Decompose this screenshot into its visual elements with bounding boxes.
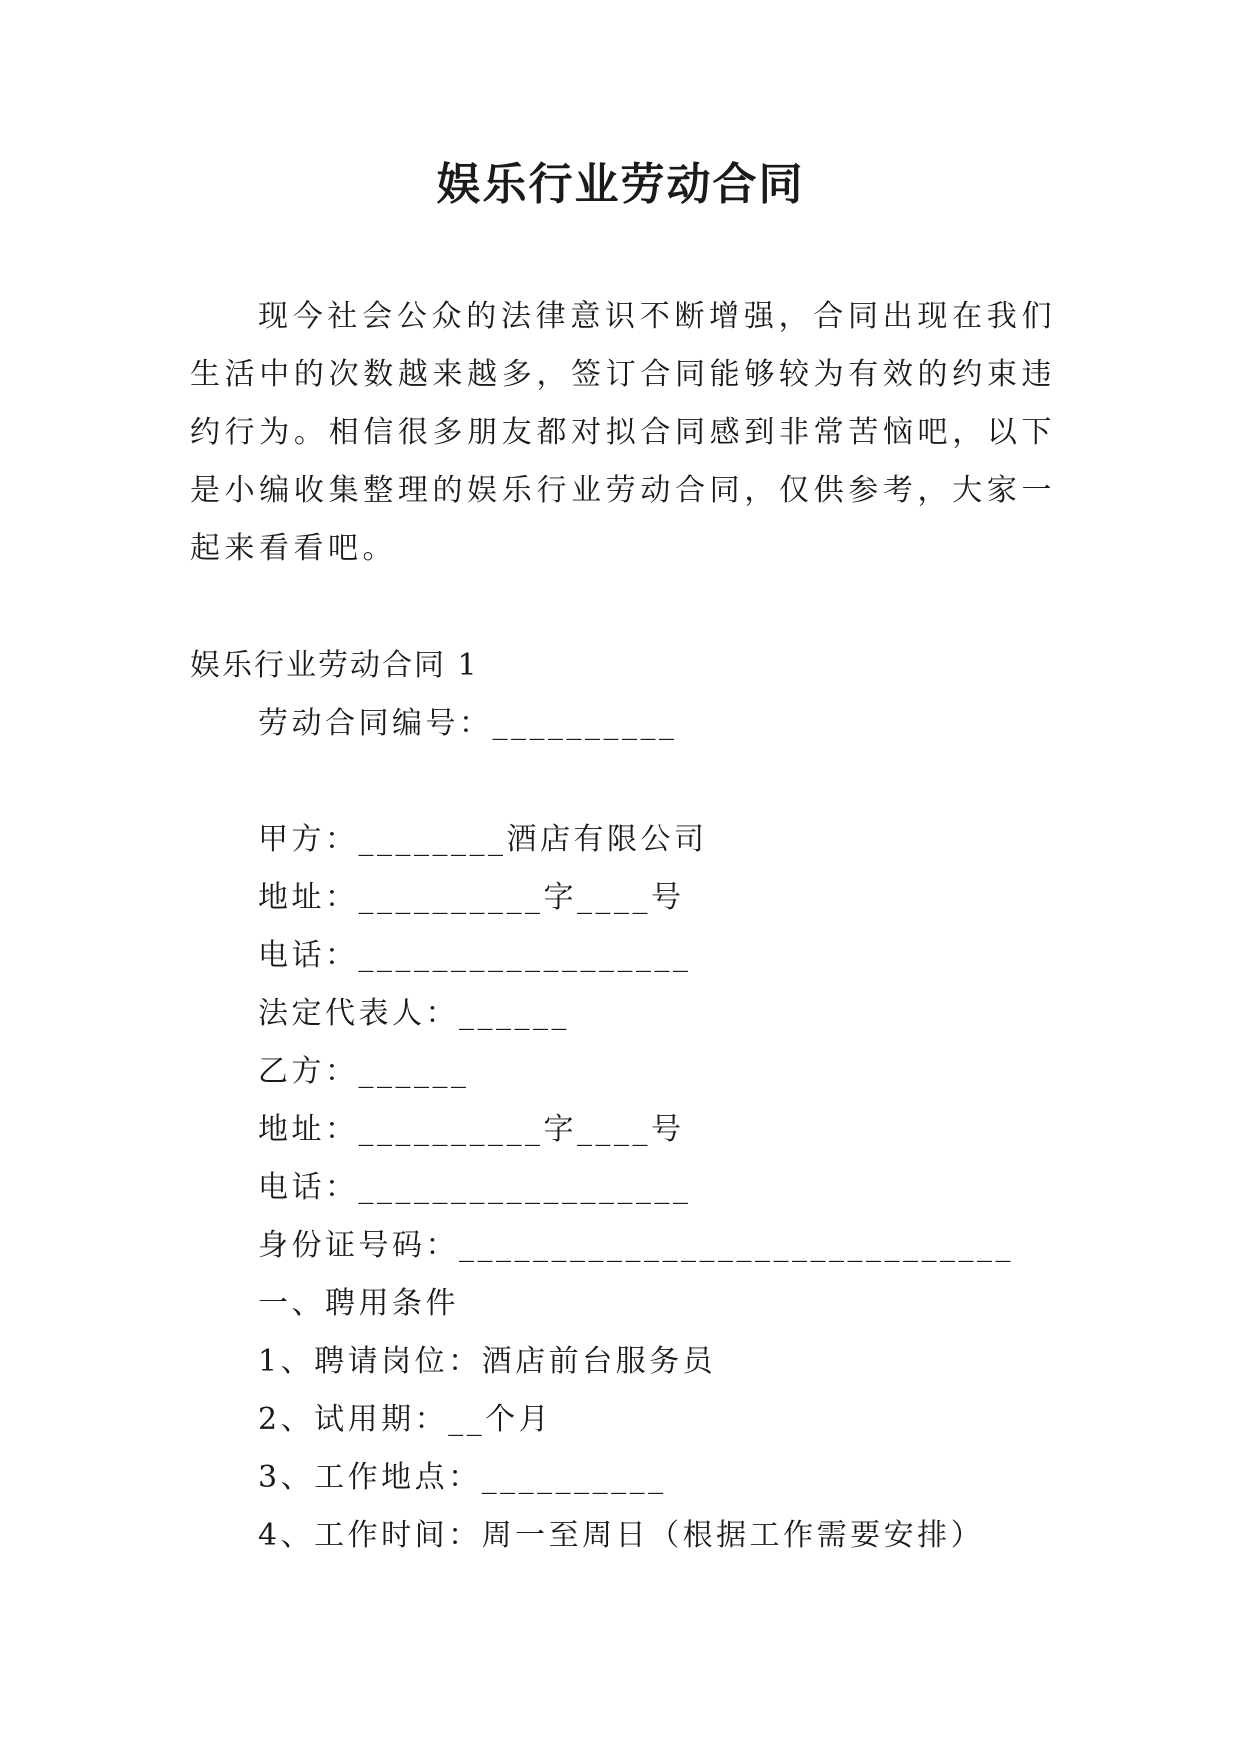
party-b-phone-line: 电话：__________________ (258, 1170, 692, 1205)
party-a-line: 甲方：________酒店有限公司 (258, 822, 708, 857)
clause-heading: 一、聘用条件 (258, 1286, 459, 1321)
intro-paragraph: 现今社会公众的法律意识不断增强，合同出现在我们生活中的次数越来越多，签订合同能够较为有效的约束违约行为。相信很多朋友都对拟合同感到非常苦恼吧，以下是小编收集整理的娱乐行业劳动合同，仅供参考，大家一起来看看吧。 (190, 299, 1056, 566)
id-number-line: 身份证号码：______________________________ (258, 1228, 1014, 1263)
clause-item: 1、聘请岗位：酒店前台服务员 (258, 1344, 717, 1379)
contract-number-line: 劳动合同编号：__________ (258, 706, 678, 741)
party-b-line: 乙方：______ (258, 1054, 470, 1089)
clause-item: 4、工作时间：周一至周日（根据工作需要安排） (258, 1518, 985, 1553)
section-title: 娱乐行业劳动合同 1 (190, 648, 479, 683)
clause-item: 2、试用期：__个月 (258, 1402, 553, 1437)
party-a-address-line: 地址：__________字____号 (258, 880, 685, 915)
party-a-phone-line: 电话：__________________ (258, 938, 692, 973)
clause-item: 3、工作地点：__________ (258, 1460, 667, 1495)
document-title: 娱乐行业劳动合同 (436, 159, 805, 210)
party-b-address-line: 地址：__________字____号 (258, 1112, 685, 1147)
legal-representative-line: 法定代表人：______ (258, 996, 570, 1031)
contract-lines (258, 695, 1138, 1565)
blank-line (258, 753, 1138, 811)
